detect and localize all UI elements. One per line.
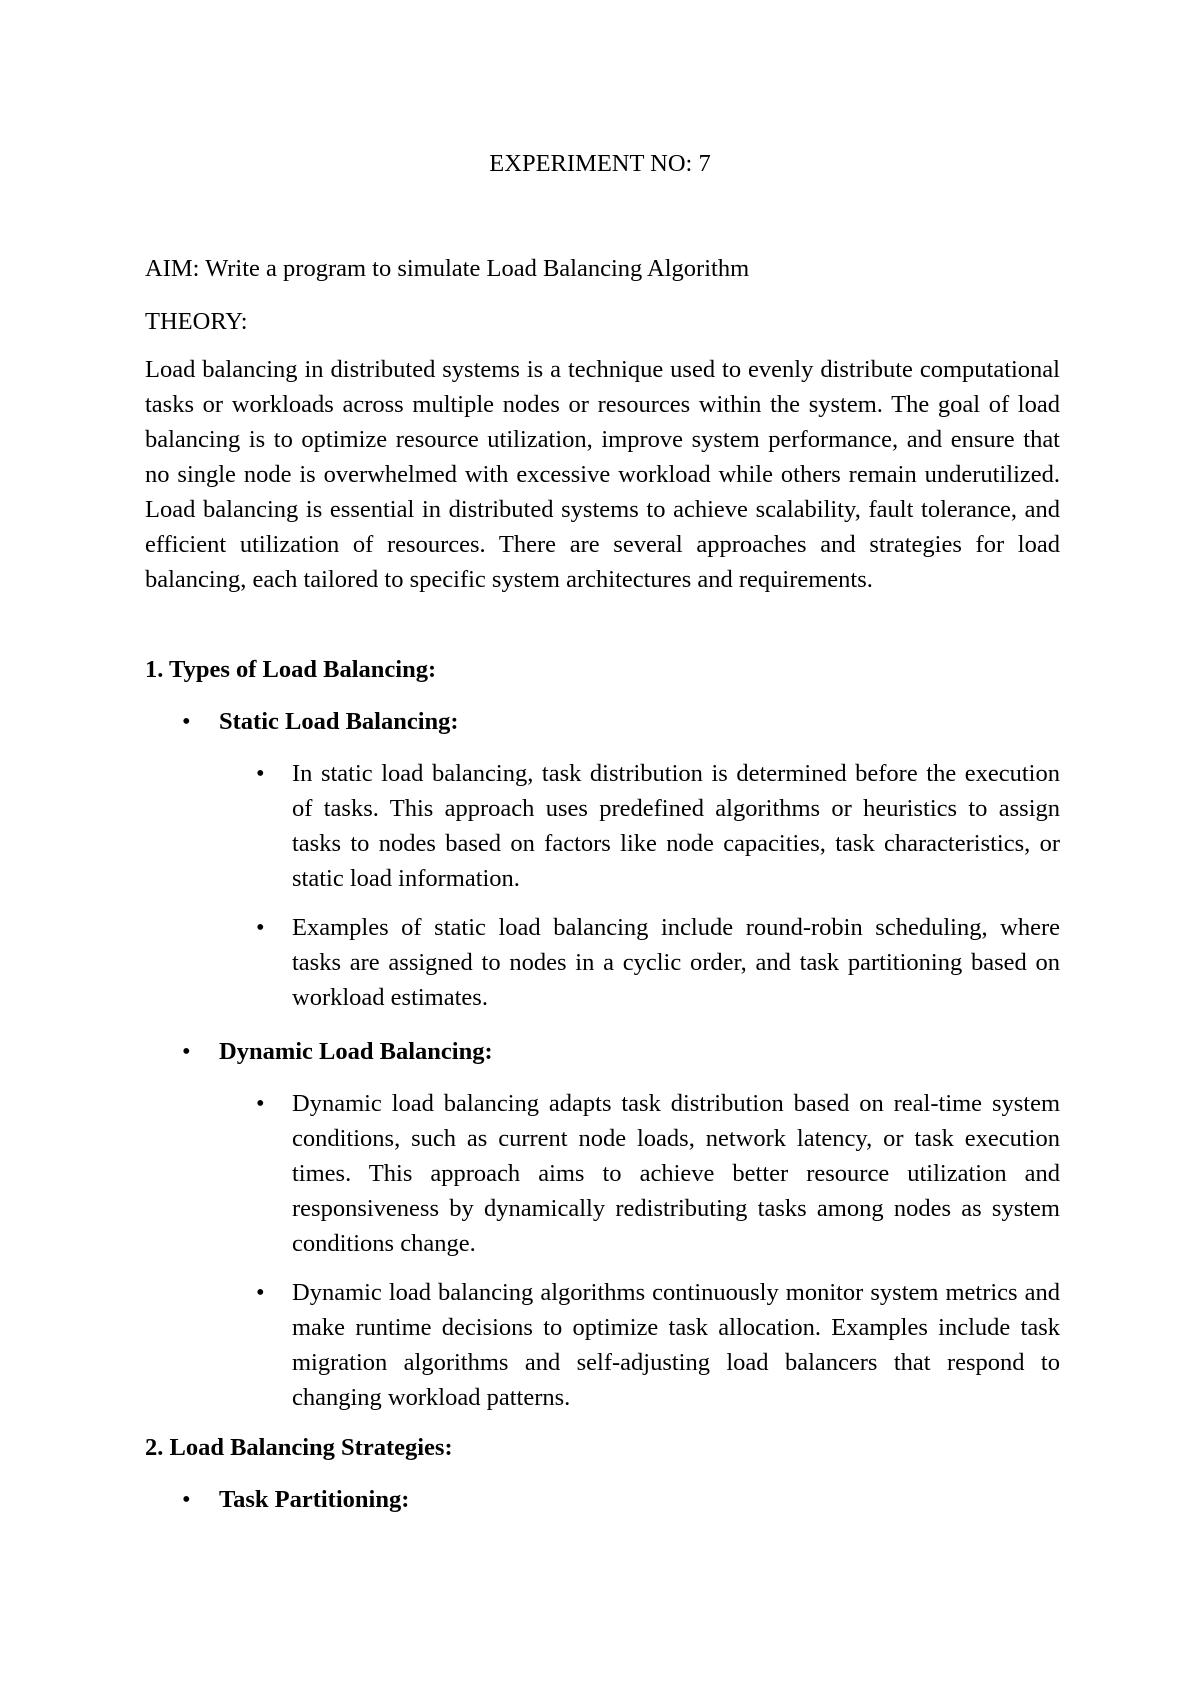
bullet-icon: •: [256, 760, 265, 787]
subsection-heading-task-partitioning: [182, 1482, 410, 1517]
subsection-heading-static: [182, 704, 459, 739]
theory-paragraph: Load balancing in distributed systems is a technique used to evenly distribute computational tasks or workloads across multiple nodes or resources within the system. The goal of load balancing is to optimize resource utilization, improve system performance, and ensure that no single node is overwhelmed with excessive workload while others remain underutilized. Load balancing is essential in distributed systems to achieve scalability, fault tolerance, and efficient utilization of resources. There are several approaches and strategies for load balancing, each tailored to specific system architectures and requirements.: [145, 356, 1060, 593]
list-item-text: In static load balancing, task distribution is determined before the execution of tasks. This approach uses predefined algorithms or heuristics to assign tasks to nodes based on factors like node capacities, task characteristics, or static load information.: [292, 760, 1060, 892]
bullet-icon: •: [182, 1486, 191, 1513]
theory-heading: THEORY:: [145, 308, 248, 335]
list-item-static-1: [256, 756, 1060, 896]
bullet-icon: •: [256, 914, 265, 941]
subsection-heading-label: Static Load Balancing:: [219, 708, 459, 735]
section-heading-types: 1. Types of Load Balancing:: [145, 656, 437, 683]
list-item-text: Dynamic load balancing algorithms continuously monitor system metrics and make runtime decisions to optimize task allocation. Examples include task migration algorithms and self-adjusting load balancers that respond to changing workload patterns.: [292, 1279, 1060, 1411]
subsection-heading-label: Dynamic Load Balancing:: [219, 1038, 493, 1065]
list-item-dynamic-1: [256, 1086, 1060, 1261]
subsection-heading-dynamic: [182, 1034, 493, 1069]
list-item-dynamic-2: [256, 1275, 1060, 1415]
bullet-icon: •: [256, 1279, 265, 1306]
list-item-text: Dynamic load balancing adapts task distribution based on real-time system conditions, such as current node loads, network latency, or task execution times. This approach aims to achieve better resource utilization and responsiveness by dynamically redistributing tasks among nodes as system conditions change.: [292, 1090, 1060, 1257]
list-item-static-2: [256, 910, 1060, 1015]
list-item-text: Examples of static load balancing include round-robin scheduling, where tasks are assigned to nodes in a cyclic order, and task partitioning based on workload estimates.: [292, 914, 1060, 1011]
bullet-icon: •: [256, 1090, 265, 1117]
bullet-icon: •: [182, 1038, 191, 1065]
bullet-icon: •: [182, 708, 191, 735]
section-heading-strategies: 2. Load Balancing Strategies:: [145, 1434, 453, 1461]
experiment-title: EXPERIMENT NO: 7: [489, 150, 711, 177]
aim-statement: AIM: Write a program to simulate Load Balancing Algorithm: [145, 255, 750, 282]
subsection-heading-label: Task Partitioning:: [219, 1486, 410, 1513]
